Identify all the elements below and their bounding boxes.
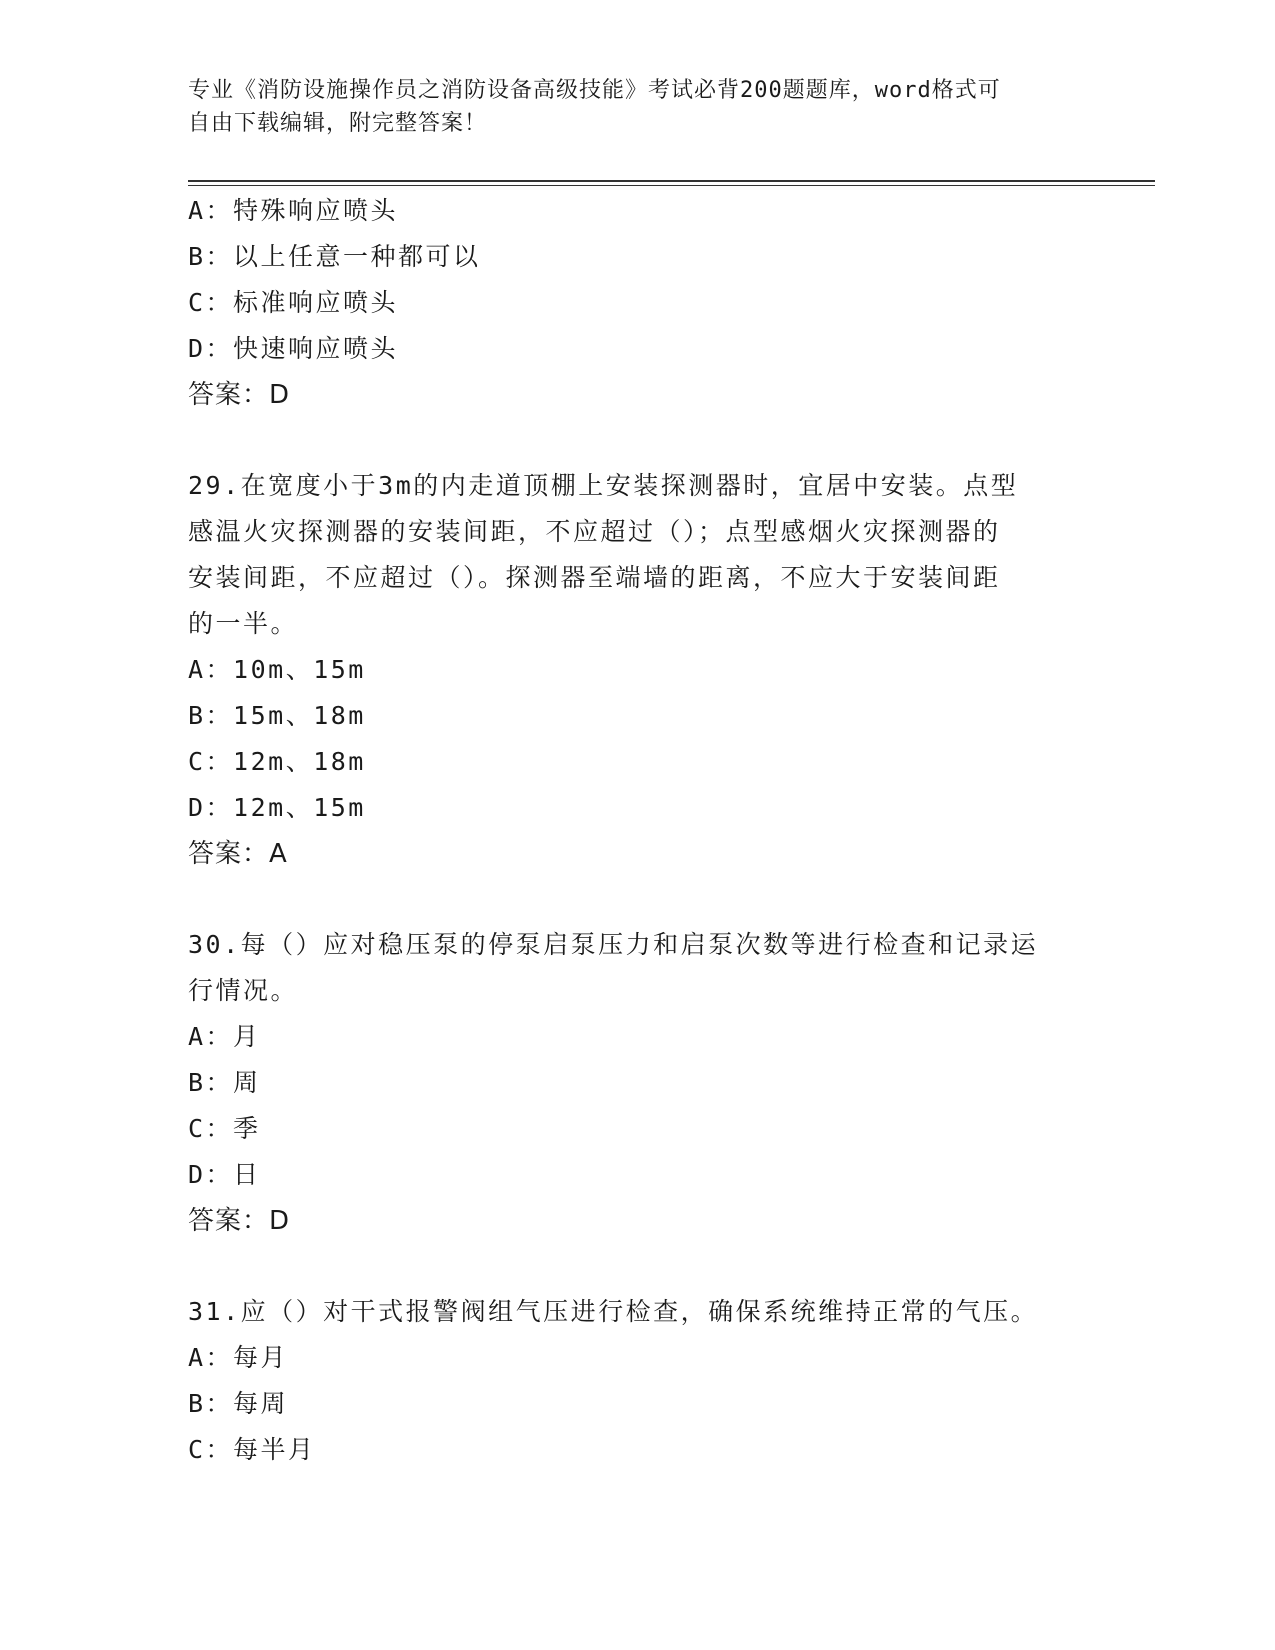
- question-29: [188, 463, 1088, 877]
- option-a: A：月: [188, 1022, 261, 1051]
- question-stem-line: 感温火灾探测器的安装间距，不应超过（）；点型感烟火灾探测器的: [188, 517, 1001, 546]
- option-a: A：特殊响应喷头: [188, 196, 399, 225]
- option-b: B：周: [188, 1068, 261, 1097]
- answer: 答案：D: [188, 1206, 291, 1236]
- question-list: [188, 188, 1088, 1473]
- option-b: B：以上任意一种都可以: [188, 242, 481, 271]
- option-d: D：日: [188, 1160, 261, 1189]
- option-b: B：15m、18m: [188, 701, 366, 730]
- question-28: [188, 188, 1088, 418]
- option-a: A：每月: [188, 1343, 289, 1372]
- question-stem-line: 30.每（）应对稳压泵的停泵启泵压力和启泵次数等进行检查和记录运: [188, 930, 1039, 959]
- question-stem-line: 行情况。: [188, 976, 299, 1005]
- spacer: [188, 418, 1088, 463]
- question-31: [188, 1289, 1088, 1473]
- option-c: C：12m、18m: [188, 747, 366, 776]
- header-divider-thin: [188, 185, 1155, 186]
- answer: 答案：A: [188, 839, 288, 869]
- header-line-2: 自由下载编辑，附完整答案！: [188, 111, 488, 136]
- spacer: [188, 877, 1088, 922]
- option-c: C：标准响应喷头: [188, 288, 399, 317]
- option-b: B：每周: [188, 1389, 289, 1418]
- option-d: D：12m、15m: [188, 793, 366, 822]
- answer: 答案：D: [188, 380, 291, 410]
- spacer: [188, 1244, 1088, 1289]
- question-stem-line: 的一半。: [188, 609, 299, 638]
- option-c: C：季: [188, 1114, 261, 1143]
- option-a: A：10m、15m: [188, 655, 366, 684]
- document-header: [188, 74, 1068, 140]
- question-stem-line: 31.应（）对干式报警阀组气压进行检查，确保系统维持正常的气压。: [188, 1297, 1039, 1326]
- option-d: D：快速响应喷头: [188, 334, 399, 363]
- question-stem-line: 安装间距，不应超过（）。探测器至端墙的距离，不应大于安装间距: [188, 563, 1001, 592]
- question-stem-line: 29.在宽度小于3m的内走道顶棚上安装探测器时，宜居中安装。点型: [188, 471, 1019, 500]
- question-30: [188, 922, 1088, 1244]
- option-c: C：每半月: [188, 1435, 316, 1464]
- header-divider-thick: [188, 180, 1155, 182]
- header-line-1: 专业《消防设施操作员之消防设备高级技能》考试必背200题题库，word格式可: [188, 78, 1001, 103]
